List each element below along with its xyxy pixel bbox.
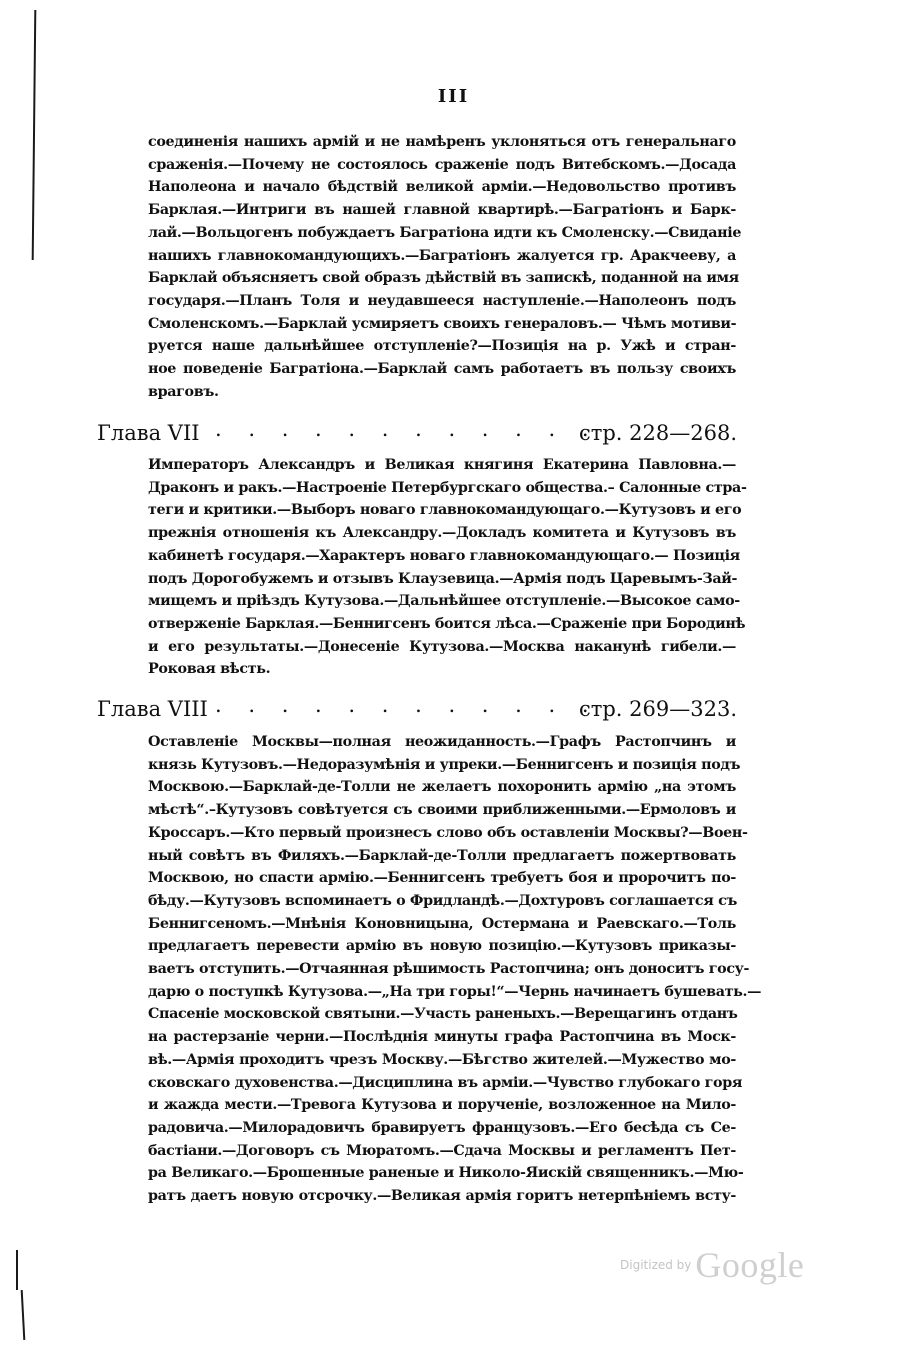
text-line: руется наше дальнѣйшее отступленіе?—Позиція на р. Ужѣ и стран- [148, 338, 736, 355]
text-line: Драконъ и ракъ.—Настроеніе Петербургскаго общества.– Салонные стра- [148, 479, 747, 496]
chapter-page-range: стр. 228—268. [578, 421, 737, 445]
scan-edge-line [21, 1290, 26, 1340]
text-line: радовича.—Милорадовичъ бравируетъ французовъ.—Его бесѣда съ Се- [148, 1119, 736, 1136]
text-line: сковскаго духовенства.—Дисциплина въ арміи.—Чувство глубокаго горя [148, 1074, 743, 1091]
digitized-by-google-watermark [620, 1244, 804, 1288]
scan-edge-line [32, 10, 37, 260]
chapter-7-summary [148, 454, 747, 681]
text-line: кабинетѣ государя.—Характеръ новаго главнокомандующаго.— Позиція [148, 547, 740, 564]
text-line: враговъ. [148, 383, 219, 400]
text-line: бѣду.—Кутузовъ вспоминаетъ о Фридландѣ.—Дохтуровъ соглашается съ [148, 892, 738, 909]
text-line: теги и критики.—Выборъ новаго главнокомандующаго.—Кутузовъ и его [148, 502, 742, 519]
chapter-8-summary [148, 731, 762, 1208]
text-line: отверженіе Барклая.—Беннигсенъ боится лѣса.—Сраженіе при Бородинѣ [148, 615, 746, 632]
chapter-page-range: стр. 269—323. [578, 697, 737, 721]
text-line: Барклая.—Интриги въ нашей главной квартирѣ.—Багратіонъ и Барк- [148, 202, 736, 219]
chapter-title: Глава VII [97, 421, 200, 445]
text-line: мищемъ и пріѣздъ Кутузова.—Дальнѣйшее отступленіе.—Высокое само- [148, 593, 740, 610]
text-line: и его результаты.—Донесеніе Кутузова.—Москва наканунѣ гибели.— [148, 638, 736, 655]
text-line: Императоръ Александръ и Великая княгиня Екатерина Павловна.— [148, 457, 736, 473]
text-line: государя.—Планъ Толя и неудавшееся наступленіе.—Наполеонъ подъ [148, 292, 736, 309]
text-line: Наполеона и начало бѣдствій великой арміи.—Недовольство противъ [148, 179, 736, 196]
text-line: Беннигсеномъ.—Мнѣнія Коновницына, Остермана и Раевскаго.—Толь [148, 915, 736, 932]
text-line: Москвою.—Барклай-де-Толли не желаетъ похоронить армію „на этомъ [148, 779, 736, 796]
text-line: Смоленскомъ.—Барклай усмиряетъ своихъ генераловъ.— Чѣмъ мотиви- [148, 315, 737, 332]
text-line: дарю о поступкѣ Кутузова.—„На три горы!“—Чернь начинаетъ бушевать.— [148, 983, 762, 1000]
text-line: Кроссаръ.—Кто первый произнесъ слово объ оставленіи Москвы?—Воен- [148, 824, 748, 841]
text-line: подъ Дорогобужемъ и отзывъ Клаузевица.—Армія подъ Царевымъ-Зай- [148, 570, 738, 587]
text-line: Москвою, но спасти армію.—Беннигсенъ требуетъ боя и пророчитъ по- [148, 870, 736, 887]
text-line: ное поведеніе Багратіона.—Барклай самъ работаетъ въ пользу своихъ [148, 361, 736, 378]
chapter-7-heading [97, 417, 737, 449]
text-line: бастіани.—Договоръ съ Мюратомъ.—Сдача Москвы и регламентъ Пет- [148, 1142, 736, 1159]
text-line: соединенія нашихъ армій и не намѣренъ уклоняться отъ генеральнаго [148, 134, 736, 150]
leader-dots: . . . . . . . . . . . . [215, 417, 599, 441]
text-line: вѣ.—Армія проходитъ чрезъ Москву.—Бѣгство жителей.—Мужество мо- [148, 1051, 736, 1068]
text-line: ратъ даетъ новую отсрочку.—Великая армія горитъ нетерпѣніемъ всту- [148, 1188, 736, 1205]
leader-dots: . . . . . . . . . . . . [215, 693, 599, 717]
text-line: лай.—Вольцогенъ побуждаетъ Багратіона идти къ Смоленску.—Свиданіе [148, 224, 742, 241]
text-line: мѣстѣ“.–Кутузовъ совѣтуется съ своими приближенными.—Ермоловъ и [148, 802, 736, 819]
scan-edge-line [16, 1250, 18, 1290]
chapter-title: Глава VIII [97, 697, 208, 721]
text-line: Роковая вѣсть. [148, 661, 271, 678]
text-line: на растерзаніе черни.—Послѣднія минуты графа Растопчина въ Моск- [148, 1029, 736, 1046]
google-logo: Google [695, 1245, 805, 1285]
text-line: Барклай объясняетъ свой образъ дѣйствій въ запискѣ, поданной на имя [148, 270, 739, 287]
text-line: нашихъ главнокомандующихъ.—Багратіонъ жалуется гр. Аракчееву, а [148, 247, 736, 264]
text-line: сраженія.—Почему не состоялось сраженіе подъ Витебскомъ.—Досада [148, 156, 736, 173]
text-line: ный совѣтъ въ Филяхъ.—Барклай-де-Толли предлагаетъ пожертвовать [148, 847, 736, 864]
text-line: ваетъ отступить.—Отчаянная рѣшимость Растопчина; онъ доноситъ госу- [148, 961, 750, 978]
intro-paragraph [148, 131, 742, 403]
text-line: князь Кутузовъ.—Недоразумѣнія и упреки.—Беннигсенъ и позиція подъ [148, 756, 741, 773]
text-line: прежнія отношенія къ Александру.—Докладъ комитета и Кутузовъ въ [148, 525, 736, 542]
text-line: Оставленіе Москвы—полная неожиданность.—Графъ Растопчинъ и [148, 734, 736, 750]
watermark-prefix: Digitized by [620, 1258, 692, 1272]
text-line: предлагаетъ перевести армію въ новую позицію.—Кутузовъ приказы- [148, 938, 736, 955]
page-number: III [437, 86, 470, 107]
chapter-8-heading [97, 693, 737, 725]
text-line: Спасеніе московской святыни.—Участь раненыхъ.—Верещагинъ отданъ [148, 1006, 738, 1023]
text-line: ра Великаго.—Брошенные раненые и Николо-Яискій священникъ.—Мю- [148, 1165, 744, 1182]
text-line: и жажда мести.—Тревога Кутузова и порученіе, возложенное на Мило- [148, 1097, 736, 1114]
